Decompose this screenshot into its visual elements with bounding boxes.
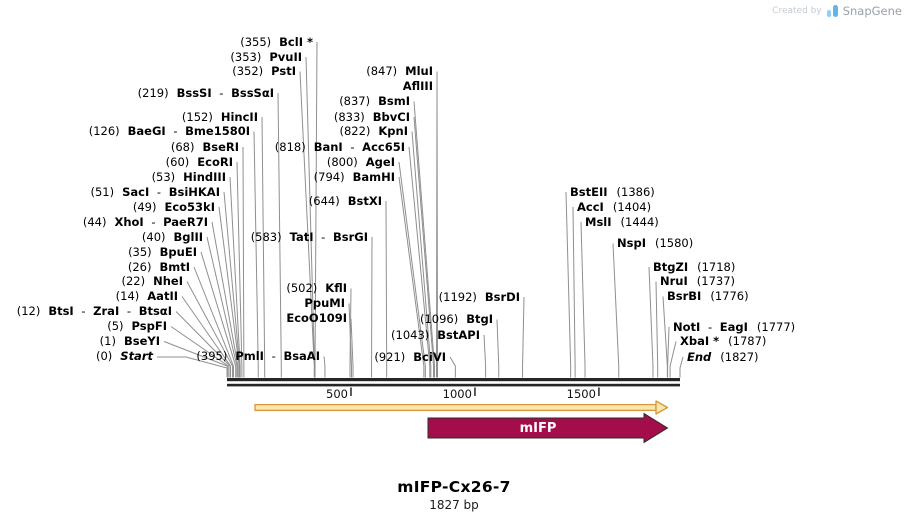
enzyme-name: EcoRI [197, 154, 233, 169]
site-label-noti: NotI - EagI (1777) [673, 319, 796, 334]
site-position: (1737) [696, 274, 736, 288]
enzyme-name: PstI [271, 64, 296, 78]
site-position: (5) [107, 319, 124, 333]
enzyme-name: BssSαI [231, 85, 274, 100]
site-label-psti [232, 64, 296, 79]
site-position: (40) [141, 229, 166, 244]
enzyme-name: BtsαI [138, 304, 172, 318]
enzyme-name: BclI * [279, 34, 313, 49]
site-position: (395) [196, 349, 228, 363]
site-label-ecoo109i [286, 311, 347, 326]
site-position: (847) [366, 64, 398, 78]
enzyme-name: EcoO109I [286, 311, 347, 325]
site-label-pspfi [107, 319, 167, 334]
site-position: (833) [333, 109, 365, 124]
site-label-afliii [403, 79, 433, 94]
site-position: (1827) [720, 349, 759, 364]
site-label-saci: (51) SacI - BsiHKAI [90, 184, 220, 199]
site-position: (818) [274, 139, 306, 154]
enzyme-name: KflI [325, 281, 347, 295]
site-label-btgi [420, 312, 493, 327]
site-label-bsrdi [439, 290, 520, 305]
enzyme-name: PaeR7I [163, 214, 208, 229]
site-position: (126) [88, 124, 120, 138]
site-position: (1718) [697, 259, 736, 274]
enzyme-name: BsrDI [484, 289, 520, 304]
enzyme-name: AgeI [365, 154, 395, 169]
enzyme-name: MslI [585, 214, 612, 229]
site-label-eco53ki [133, 200, 215, 215]
site-label-btgzi [653, 260, 735, 275]
enzyme-name: BciVI [413, 349, 446, 364]
site-position: (921) [374, 349, 406, 364]
site-position: (1386) [616, 184, 655, 199]
site-label-ppumi [304, 296, 345, 311]
site-position: (352) [232, 64, 264, 78]
enzyme-name: BsmI [378, 94, 410, 108]
enzyme-name: PpuMI [304, 296, 345, 310]
site-position: (1) [99, 334, 116, 348]
enzyme-name: BtsI [48, 304, 74, 318]
enzyme-name: BamHI [352, 169, 395, 184]
site-position: (1043) [391, 327, 430, 342]
enzyme-name: Eco53kI [164, 199, 215, 214]
site-position: (353) [230, 49, 262, 64]
snapgene-watermark [772, 4, 902, 18]
site-label-xbai [680, 334, 766, 349]
site-label-bsssi: (219) BssSI - BssSαI [137, 85, 274, 100]
enzyme-name: BsiHKAI [168, 184, 220, 199]
enzyme-name: NheI [153, 274, 183, 288]
enzyme-name: BseYI [123, 334, 160, 348]
watermark-created-by-text: Created by [772, 6, 822, 16]
site-label-hincii [182, 110, 258, 125]
site-label-bseri [171, 140, 239, 155]
site-label-tati: (583) TatI - BsrGI [250, 229, 368, 244]
site-position: (1787) [728, 334, 767, 348]
site-position: (53) [151, 169, 176, 184]
site-label-pmli: (395) PmlI - BsaAI [196, 349, 320, 363]
site-position: (35) [128, 244, 152, 259]
site-label-pvuii [230, 50, 302, 65]
enzyme-name: Bme1580I [185, 124, 250, 138]
site-label-bsrbi [667, 289, 749, 304]
site-position: (1444) [620, 214, 659, 229]
site-label-mlui [366, 64, 433, 79]
enzyme-name: Acc65I [362, 139, 405, 154]
site-label-bcli [240, 35, 313, 50]
site-position: (837) [339, 94, 371, 108]
enzyme-name: SacI [122, 184, 150, 199]
site-position: (1777) [756, 319, 796, 334]
enzyme-name: BtgI [466, 312, 493, 326]
site-label-nrui [660, 274, 735, 289]
enzyme-name: BanI [313, 139, 343, 154]
ruler-tick-label: 1000 [442, 387, 472, 401]
enzyme-name: BstAPI [437, 327, 480, 342]
plasmid-length: 1827 bp [429, 498, 479, 512]
site-label-btsi: (12) BtsI - ZraI - BtsαI [16, 304, 172, 318]
site-label-msli [585, 215, 659, 230]
site-label-kfli [286, 281, 347, 296]
enzyme-name: AatII [147, 289, 178, 303]
site-label-bstxi [309, 194, 382, 209]
site-label-xhoi: (44) XhoI - PaeR7I [82, 214, 208, 229]
site-position: (60) [165, 154, 190, 169]
enzyme-name: BbvCI [372, 109, 410, 124]
site-position: (800) [326, 154, 358, 169]
site-label-hindiii [152, 170, 226, 185]
site-label-bmti [128, 260, 190, 275]
site-position: (644) [308, 193, 340, 208]
site-label-bstapi [391, 328, 480, 343]
site-label-bcivi [374, 350, 446, 365]
site-position: (51) [90, 184, 115, 199]
site-label-end [687, 350, 759, 365]
enzyme-name: BstEII [570, 184, 608, 199]
enzyme-name: BaeGI [127, 124, 166, 138]
enzyme-name: BseRI [202, 139, 239, 154]
enzyme-name: MluI [405, 64, 433, 78]
site-position: (1404) [612, 199, 652, 214]
enzyme-name: AccI [577, 199, 604, 214]
site-label-agei [327, 155, 395, 170]
enzyme-name: NspI [617, 236, 646, 250]
site-label-start [96, 349, 153, 364]
site-position: (1096) [419, 312, 459, 326]
site-label-kpni [339, 124, 408, 139]
enzyme-name: BglII [173, 229, 203, 244]
enzyme-name: BpuEI [159, 244, 197, 259]
enzyme-name: BsrGI [333, 229, 368, 244]
site-label-acci [577, 200, 651, 215]
mifp-feature-label: mIFP [519, 420, 557, 436]
enzyme-name: PmlI [235, 349, 264, 363]
enzyme-name: PvuII [269, 49, 302, 64]
ruler-tick-label: 1500 [566, 387, 596, 401]
site-label-bamhi [314, 170, 395, 185]
enzyme-name: XhoI [114, 214, 144, 229]
enzyme-name: NotI [673, 319, 701, 334]
enzyme-name: AflIII [402, 79, 433, 93]
site-position: (1776) [710, 289, 749, 303]
site-label-baegi: (126) BaeGI - Bme1580I [88, 124, 250, 138]
enzyme-name: EagI [719, 319, 748, 334]
site-position: (219) [137, 85, 169, 100]
site-position: (22) [121, 274, 146, 288]
plasmid-title: mIFP-Cx26-7 [397, 478, 511, 496]
enzyme-name: HindIII [183, 169, 226, 184]
site-position: (26) [127, 259, 152, 274]
site-label-ecori [166, 155, 233, 170]
enzyme-name: BsrBI [667, 289, 702, 303]
enzyme-name: ZraI [93, 304, 120, 318]
site-label-bpuei [128, 245, 197, 260]
site-position: (12) [16, 304, 41, 318]
site-label-bsteii [570, 185, 655, 200]
site-position: (583) [250, 229, 282, 244]
enzyme-name: BmtI [159, 259, 190, 274]
site-position: (44) [82, 214, 107, 229]
enzyme-name: End [687, 349, 712, 364]
site-position: (68) [170, 139, 195, 154]
site-position: (49) [132, 199, 157, 214]
site-position: (355) [240, 34, 272, 49]
site-position: (822) [339, 124, 371, 138]
enzyme-name: BssSI [176, 85, 212, 100]
site-position: (1192) [438, 289, 477, 304]
site-label-nhei [122, 274, 184, 289]
enzyme-name: TatI [289, 229, 314, 244]
site-label-bsmi [339, 94, 410, 109]
site-label-bglii [142, 230, 203, 245]
watermark-brand-text: SnapGene [842, 4, 902, 18]
site-label-nspi [617, 236, 693, 251]
snapgene-logo-icon [827, 5, 838, 18]
enzyme-name: BtgZI [653, 259, 689, 274]
enzyme-name: KpnI [378, 124, 408, 138]
enzyme-name: Start [120, 349, 153, 363]
site-label-aatii [116, 289, 178, 304]
site-position: (152) [181, 109, 213, 124]
site-label-bani: (818) BanI - Acc65I [274, 139, 405, 154]
enzyme-name: NruI [660, 274, 688, 288]
site-label-bseyi [100, 334, 160, 349]
enzyme-name: BsaAI [283, 349, 320, 363]
enzyme-name: PspFI [131, 319, 167, 333]
site-position: (794) [313, 169, 345, 184]
ruler-tick-label: 500 [326, 387, 348, 401]
site-position: (1580) [654, 236, 694, 250]
site-position: (0) [95, 349, 113, 363]
site-position: (502) [286, 281, 318, 295]
enzyme-name: HincII [220, 109, 258, 124]
site-label-bbvci [334, 110, 410, 125]
enzyme-name: XbaI * [680, 334, 720, 348]
enzyme-name: BstXI [347, 193, 382, 208]
site-position: (14) [115, 289, 140, 303]
